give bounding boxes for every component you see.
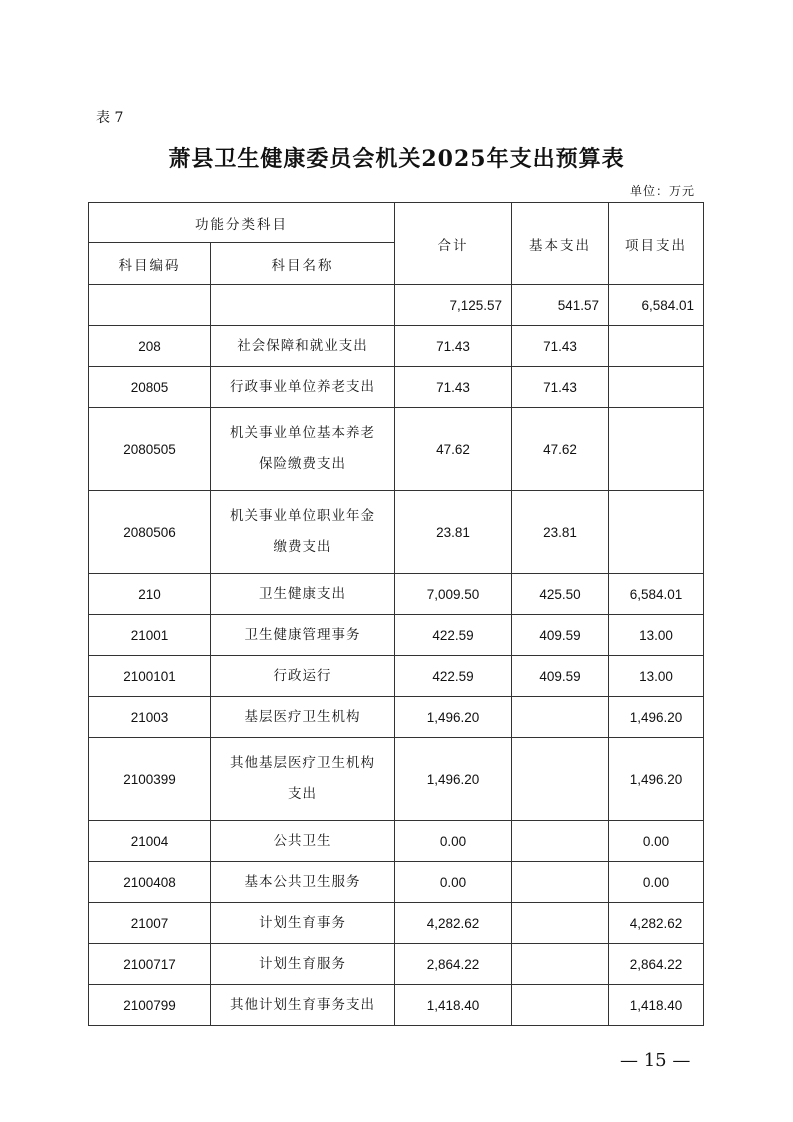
cell-project xyxy=(609,408,704,491)
cell-code: 20805 xyxy=(89,367,211,408)
cell-name: 行政事业单位养老支出 xyxy=(211,367,395,408)
summary-total: 7,125.57 xyxy=(395,285,512,326)
table-row xyxy=(89,903,704,944)
table-row xyxy=(89,615,704,656)
header-row-top xyxy=(89,203,704,243)
cell-name: 公共卫生 xyxy=(211,821,395,862)
cell-name: 计划生育服务 xyxy=(211,944,395,985)
cell-project: 0.00 xyxy=(609,821,704,862)
cell-basic: 409.59 xyxy=(512,656,609,697)
table-row xyxy=(89,326,704,367)
cell-name: 机关事业单位基本养老保险缴费支出 xyxy=(211,408,395,491)
cell-project: 13.00 xyxy=(609,615,704,656)
cell-code: 2100717 xyxy=(89,944,211,985)
cell-name: 基本公共卫生服务 xyxy=(211,862,395,903)
cell-project: 2,864.22 xyxy=(609,944,704,985)
table-label: 表 7 xyxy=(96,110,124,126)
cell-project xyxy=(609,326,704,367)
cell-total: 71.43 xyxy=(395,367,512,408)
cell-basic xyxy=(512,697,609,738)
table-row xyxy=(89,408,704,491)
cell-total: 1,418.40 xyxy=(395,985,512,1026)
summary-project: 6,584.01 xyxy=(609,285,704,326)
cell-code: 21001 xyxy=(89,615,211,656)
cell-total: 71.43 xyxy=(395,326,512,367)
cell-code: 2100101 xyxy=(89,656,211,697)
table-row xyxy=(89,738,704,821)
table-row xyxy=(89,985,704,1026)
header-total: 合计 xyxy=(395,203,512,285)
cell-total: 1,496.20 xyxy=(395,738,512,821)
cell-basic xyxy=(512,944,609,985)
cell-total: 1,496.20 xyxy=(395,697,512,738)
cell-name: 计划生育事务 xyxy=(211,903,395,944)
cell-code: 2080506 xyxy=(89,491,211,574)
table-row xyxy=(89,944,704,985)
cell-code: 2100399 xyxy=(89,738,211,821)
cell-code: 21007 xyxy=(89,903,211,944)
cell-project: 4,282.62 xyxy=(609,903,704,944)
table-row xyxy=(89,821,704,862)
cell-name: 其他计划生育事务支出 xyxy=(211,985,395,1026)
cell-name: 卫生健康管理事务 xyxy=(211,615,395,656)
cell-project: 13.00 xyxy=(609,656,704,697)
page-title: 萧县卫生健康委员会机关2025年支出预算表 xyxy=(168,146,625,172)
cell-code: 2100408 xyxy=(89,862,211,903)
summary-name xyxy=(211,285,395,326)
cell-code: 21003 xyxy=(89,697,211,738)
header-name: 科目名称 xyxy=(211,243,395,285)
cell-name: 基层医疗卫生机构 xyxy=(211,697,395,738)
cell-project xyxy=(609,491,704,574)
cell-code: 2080505 xyxy=(89,408,211,491)
table-row xyxy=(89,367,704,408)
cell-code: 2100799 xyxy=(89,985,211,1026)
cell-basic xyxy=(512,862,609,903)
cell-project: 0.00 xyxy=(609,862,704,903)
cell-name: 卫生健康支出 xyxy=(211,574,395,615)
unit-label: 单位：万元 xyxy=(629,184,695,198)
table-row xyxy=(89,697,704,738)
table-row xyxy=(89,862,704,903)
cell-basic xyxy=(512,985,609,1026)
header-code: 科目编码 xyxy=(89,243,211,285)
cell-basic: 71.43 xyxy=(512,367,609,408)
cell-project: 1,418.40 xyxy=(609,985,704,1026)
cell-total: 23.81 xyxy=(395,491,512,574)
summary-basic: 541.57 xyxy=(512,285,609,326)
header-functional-category: 功能分类科目 xyxy=(89,203,395,243)
cell-basic: 409.59 xyxy=(512,615,609,656)
cell-code: 210 xyxy=(89,574,211,615)
cell-basic xyxy=(512,821,609,862)
cell-total: 422.59 xyxy=(395,615,512,656)
cell-project: 1,496.20 xyxy=(609,697,704,738)
cell-name: 机关事业单位职业年金缴费支出 xyxy=(211,491,395,574)
cell-basic xyxy=(512,738,609,821)
cell-total: 2,864.22 xyxy=(395,944,512,985)
header-project: 项目支出 xyxy=(609,203,704,285)
summary-row xyxy=(89,285,704,326)
cell-name: 行政运行 xyxy=(211,656,395,697)
cell-total: 0.00 xyxy=(395,821,512,862)
budget-table xyxy=(88,202,704,1026)
summary-code xyxy=(89,285,211,326)
cell-name: 社会保障和就业支出 xyxy=(211,326,395,367)
header-basic: 基本支出 xyxy=(512,203,609,285)
cell-project: 1,496.20 xyxy=(609,738,704,821)
cell-project: 6,584.01 xyxy=(609,574,704,615)
cell-name: 其他基层医疗卫生机构支出 xyxy=(211,738,395,821)
cell-code: 208 xyxy=(89,326,211,367)
page-number: — 15 — xyxy=(620,1050,691,1071)
cell-total: 7,009.50 xyxy=(395,574,512,615)
cell-total: 4,282.62 xyxy=(395,903,512,944)
table-row xyxy=(89,574,704,615)
cell-basic: 23.81 xyxy=(512,491,609,574)
table-row xyxy=(89,656,704,697)
cell-basic xyxy=(512,903,609,944)
cell-basic: 47.62 xyxy=(512,408,609,491)
cell-basic: 71.43 xyxy=(512,326,609,367)
cell-basic: 425.50 xyxy=(512,574,609,615)
cell-project xyxy=(609,367,704,408)
cell-total: 422.59 xyxy=(395,656,512,697)
cell-total: 0.00 xyxy=(395,862,512,903)
table-row xyxy=(89,491,704,574)
cell-total: 47.62 xyxy=(395,408,512,491)
cell-code: 21004 xyxy=(89,821,211,862)
